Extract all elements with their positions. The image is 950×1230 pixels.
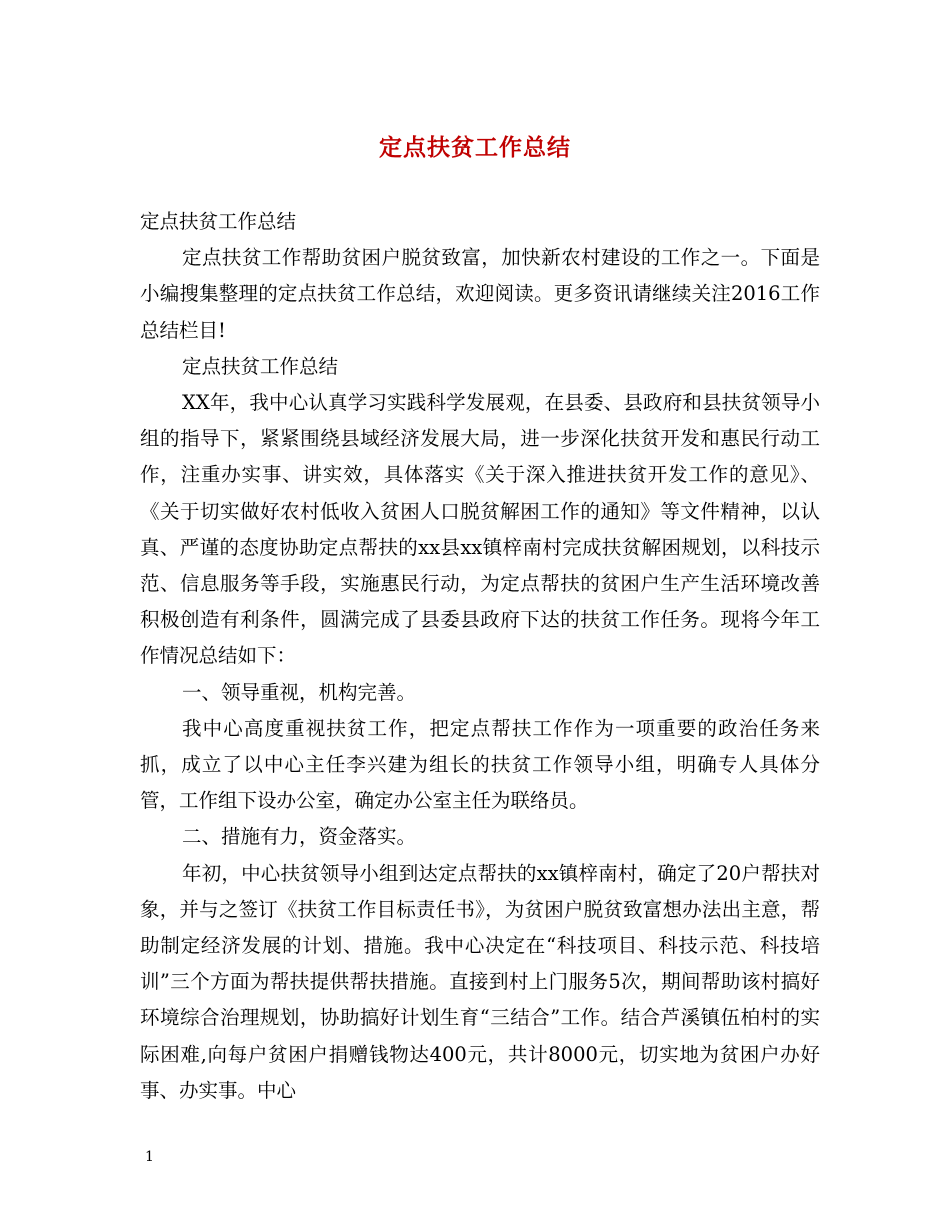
subtitle-paragraph: 定点扶贫工作总结 bbox=[140, 210, 297, 233]
document-body bbox=[140, 204, 820, 1109]
document-title: 定点扶贫工作总结 bbox=[379, 134, 571, 161]
section-heading: 二、措施有力，资金落实。 bbox=[182, 825, 417, 849]
page-number: 1 bbox=[145, 1149, 154, 1165]
body-paragraph: 我中心高度重视扶贫工作，把定点帮扶工作作为一项重要的政治任务来抓，成立了以中心主任李兴建为组长的扶贫工作领导小组，明确专人具体分管，工作组下设办公室，确定办公室主任为联络员。 bbox=[140, 716, 820, 813]
intro-paragraph: 定点扶贫工作帮助贫困户脱贫致富，加快新农村建设的工作之一。下面是小编搜集整理的定点扶贫工作总结，欢迎阅读。更多资讯请继续关注2016工作总结栏目! bbox=[140, 246, 820, 342]
body-paragraph: XX年，我中心认真学习实践科学发展观，在县委、县政府和县扶贫领导小组的指导下，紧紧围绕县域经济发展大局，进一步深化扶贫开发和惠民行动工作，注重办实事、讲实效，具体落实《关于深入推进扶贫开发工作的意见》、《关于切实做好农村低收入贫困人口脱贫解困工作的通知》等文件精神，以认真、严谨的态度协助定点帮扶的xx县xx镇梓南村完成扶贫解困规划，以科技示范、信息服务等手段，实施惠民行动，为定点帮扶的贫困户生产生活环境改善积极创造有利条件，圆满完成了县委县政府下达的扶贫工作任务。现将今年工作情况总结如下： bbox=[140, 391, 820, 668]
body-paragraph: 年初，中心扶贫领导小组到达定点帮扶的xx镇梓南村，确定了20户帮扶对象，并与之签订《扶贫工作目标责任书》，为贫困户脱贫致富想办法出主意，帮助制定经济发展的计划、措施。我中心决定在“科技项目、科技示范、科技培训”三个方面为帮扶提供帮扶措施。直接到村上门服务5次，期间帮助该村搞好环境综合治理规划，协助搞好计划生育“三结合”工作。结合芦溪镇伍柏村的实际困难,向每户贫困户捐赠钱物达400元，共计8000元，切实地为贫困户办好事、办实事。中心 bbox=[140, 861, 820, 1102]
section-heading: 一、领导重视，机构完善。 bbox=[182, 680, 417, 704]
section-heading: 定点扶贫工作总结 bbox=[182, 354, 339, 378]
